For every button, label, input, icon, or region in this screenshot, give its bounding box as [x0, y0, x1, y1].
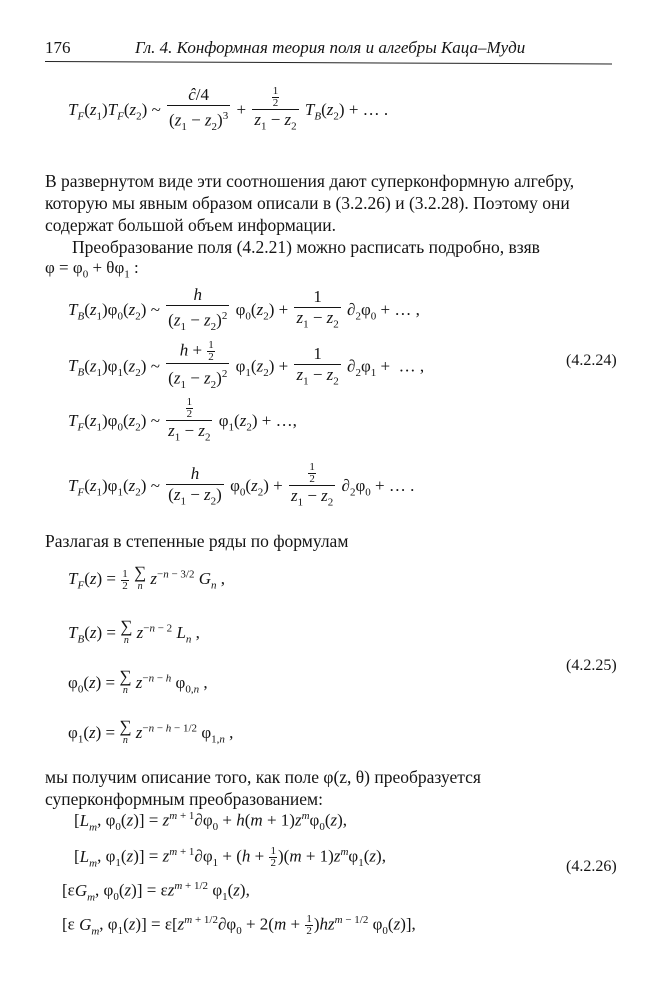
- equation-l-phi0: [$L_m$, $\varphi_0(z)] = z^{m + 1}\partial\varphi_0 + h(m + 1)z^m\varphi_0(z)$,: [74, 810, 348, 834]
- equation-phi-expansion: $\varphi = \varphi_0 + \theta\varphi_1$ :: [45, 258, 139, 281]
- equation-tf-phi1: $T_F(z_1)\varphi_1(z_2)$ ~ $\frac{h}{(z_1 - z_2)}$ $\varphi_0(z_2)$ + $\frac{\frac{1}{2}}{z_1 - z_2}$ $\partial_2\varphi_0$ + … .: [68, 461, 415, 509]
- equation-tb-phi0: $T_B(z_1)\varphi_0(z_2)$ ~ $\frac{h}{(z_1 - z_2)^2}$ $\varphi_0(z_2)$ + $\frac{1}{z_1 - z_2}$ $\partial_2\varphi_0$ + … ,: [68, 285, 420, 334]
- equation-tf-tf: $T_F(z_1)T_F(z_2)$ ~ $\frac{ĉ/4}{(z_1 - z_2)^3}$ + $\frac{\frac{1}{2}}{z_1 - z_2}$ $T_B(z_2)$ + … .: [68, 84, 389, 134]
- equation-tb-modes: $T_B(z)$ = ∑ n $z^{-n - 2}$ $L_n$ ,: [68, 617, 200, 646]
- equation-l-phi1: [$L_m$, $\varphi_1(z)] = z^{m + 1}\partial\varphi_1 + (h$ + $\frac{1}{2}$ )$(m + 1)z^m\varphi_1(z)$,: [74, 845, 386, 870]
- equation-number-4-2-25: (4.2.25): [566, 657, 617, 674]
- equation-tb-phi1: $T_B(z_1)\varphi_1(z_2)$ ~ h + $\frac{1}{2}$ $(z_1 - z_2)^2$ $\varphi_1(z_2)$ + $\frac{1}{z_1 - z_2}$ $\partial_2\varphi_1$ + … ,: [68, 339, 425, 392]
- paragraph-superconformal-transform: мы получим описание того, как поле φ(z, θ) преобразуется суперконформным преобразованием:: [45, 767, 481, 809]
- equation-tf-phi0: $T_F(z_1)\varphi_0(z_2)$ ~ $\frac{\frac{1}{2}}{z_1 - z_2}$ $\varphi_1(z_2)$ + …,: [68, 396, 297, 444]
- equation-tf-modes: $T_F(z)$ = $\frac{1}{2}$ ∑ n $z^{-n - 3/2}$ $G_n$ ,: [68, 563, 226, 592]
- equation-g-phi0: [$\varepsilon G_m$, $\varphi_0(z)] = \varepsilon z^{m + 1/2}$ $\varphi_1(z)$,: [62, 880, 250, 904]
- running-title: Гл. 4. Конформная теория поля и алгебры Каца–Муди: [135, 38, 526, 57]
- equation-number-4-2-26: (4.2.26): [566, 858, 617, 875]
- equation-g-phi1: [ε $G_m$, $\varphi_1(z)] = \varepsilon[z^{m + 1/2}\partial\varphi_0 + 2(m$ + $\frac{1}{2}$ )$hz^{m - 1/2}$ $\varphi_0(z)$],: [62, 913, 416, 938]
- paragraph-power-series: Разлагая в степенные ряды по формулам: [45, 531, 349, 551]
- equation-phi1-modes: $\varphi_1(z)$ = ∑ n $z^{-n - h - 1/2}$ $\varphi_{1,n}$ ,: [68, 717, 234, 746]
- paragraph-field-transform: Преобразование поля (4.2.21) можно расписать подробно, взяв: [72, 237, 540, 257]
- equation-number-4-2-24: (4.2.24): [566, 352, 617, 369]
- paragraph-superconformal: В развернутом виде эти соотношения дают суперконформную алгебру, которую мы явным образом описали в (3.2.26) и (3.2.28). Поэтому они содержат большой объем информации.: [45, 171, 575, 235]
- page-number: 176: [45, 38, 71, 57]
- running-header: [45, 38, 622, 62]
- equation-phi0-modes: $\varphi_0(z)$ = ∑ n $z^{-n - h}$ $\varphi_{0,n}$ ,: [68, 667, 208, 696]
